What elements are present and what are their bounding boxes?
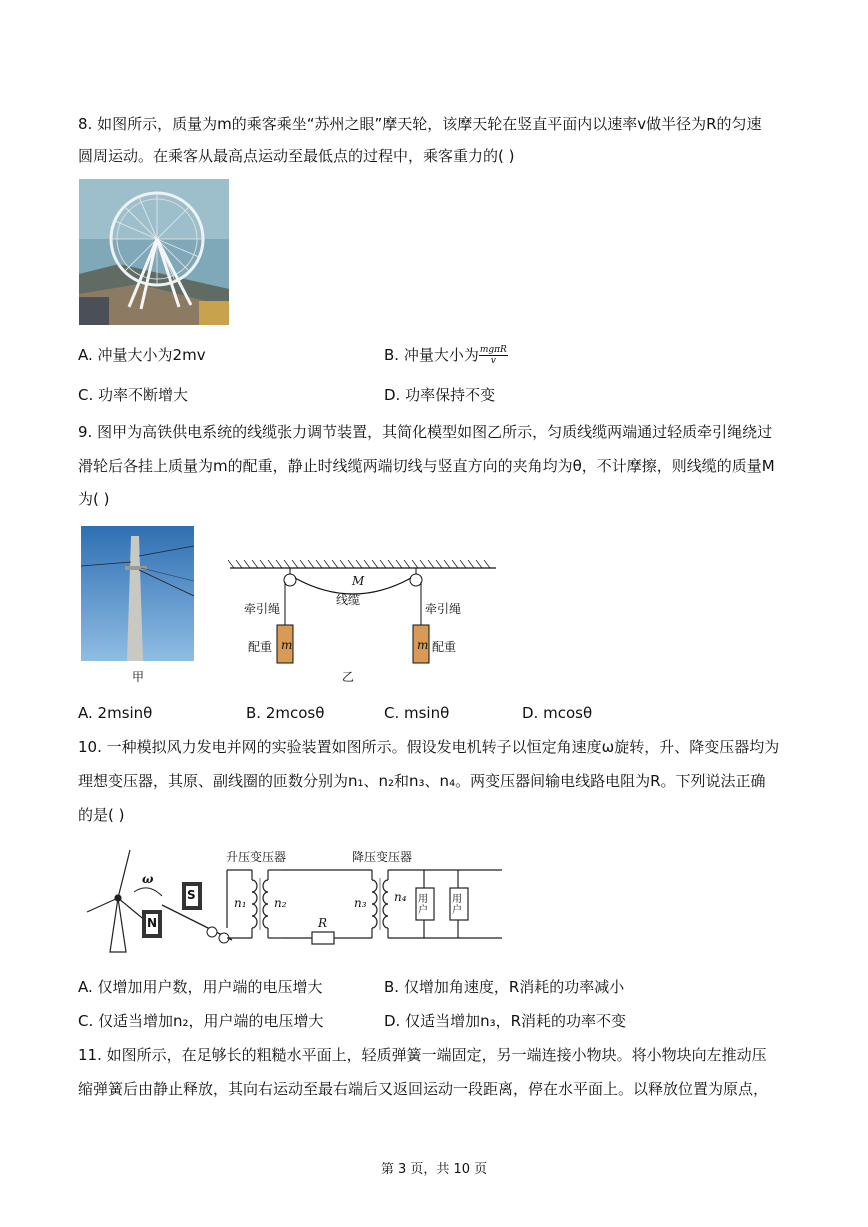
q9-option-c[interactable]: C. msinθ bbox=[384, 704, 450, 722]
wind-power-circuit-diagram bbox=[82, 840, 512, 960]
q11-stem-line1: 11. 如图所示，在足够长的粗糙水平面上，轻质弹簧一端固定，另一端连接小物块。将小物块向左推动压 bbox=[78, 1046, 767, 1064]
q8-option-b-prefix: B. 冲量大小为 bbox=[384, 346, 479, 364]
power-pole-photo bbox=[81, 526, 194, 661]
cable-diagram bbox=[228, 560, 498, 670]
q9-stem-line3: 为( ) bbox=[78, 490, 110, 508]
fraction-denominator: v bbox=[490, 356, 496, 366]
label-user-2: 用户 bbox=[452, 894, 462, 916]
q8-option-b[interactable] bbox=[384, 344, 508, 366]
q9-option-d[interactable]: D. mcosθ bbox=[522, 704, 593, 722]
label-n3: n₃ bbox=[354, 896, 367, 910]
q10-option-b[interactable]: B. 仅增加角速度，R消耗的功率减小 bbox=[384, 978, 625, 996]
label-weight-left: 配重 bbox=[248, 640, 273, 654]
ferris-wheel-photo bbox=[79, 179, 229, 325]
q10-stem-line1: 10. 一种模拟风力发电并网的实验装置如图所示。假设发电机转子以恒定角速度ω旋转，升、降变压器均为 bbox=[78, 738, 780, 756]
q9-option-a[interactable]: A. 2msinθ bbox=[78, 704, 153, 722]
label-rope-left: 牵引绳 bbox=[244, 602, 281, 616]
q11-stem-line2: 缩弹簧后由静止释放，其向右运动至最右端后又返回运动一段距离，停在水平面上。以释放位置为原点， bbox=[78, 1080, 769, 1098]
label-n4: n₄ bbox=[394, 890, 407, 904]
q9-stem-line1: 9. 图甲为高铁供电系统的线缆张力调节装置，其简化模型如图乙所示，匀质线缆两端通过轻质牵引绳绕过 bbox=[78, 423, 773, 441]
label-omega: ω bbox=[142, 872, 154, 886]
q10-option-a[interactable]: A. 仅增加用户数，用户端的电压增大 bbox=[78, 978, 323, 996]
figure-label-yi: 乙 bbox=[342, 670, 355, 684]
q8-option-a[interactable]: A. 冲量大小为2mv bbox=[78, 346, 206, 364]
label-cable: 线缆 bbox=[336, 593, 361, 607]
label-step-down-transformer: 降压变压器 bbox=[352, 850, 413, 864]
q10-option-d[interactable]: D. 仅适当增加n₃，R消耗的功率不变 bbox=[384, 1012, 627, 1030]
q8-option-c[interactable]: C. 功率不断增大 bbox=[78, 386, 189, 404]
q10-stem-line2: 理想变压器，其原、副线圈的匝数分别为n₁、n₂和n₃、n₄。两变压器间输电线路电阻为R。下列说法正确 bbox=[78, 772, 766, 790]
q8-stem-line2: 圆周运动。在乘客从最高点运动至最低点的过程中，乘客重力的( ) bbox=[78, 147, 515, 165]
figure-label-jia: 甲 bbox=[132, 670, 145, 684]
label-rope-right: 牵引绳 bbox=[425, 602, 462, 616]
fraction-numerator: mgπR bbox=[479, 345, 507, 355]
label-magnet-s: S bbox=[187, 888, 196, 902]
q8-option-b-fraction bbox=[479, 345, 508, 366]
q9-option-b[interactable]: B. 2mcosθ bbox=[246, 704, 325, 722]
q10-option-c[interactable]: C. 仅适当增加n₂，用户端的电压增大 bbox=[78, 1012, 324, 1030]
q8-option-d[interactable]: D. 功率保持不变 bbox=[384, 386, 496, 404]
label-magnet-n: N bbox=[147, 916, 158, 930]
label-mass-right: m bbox=[417, 638, 429, 652]
page-footer: 第 3 页，共 10 页 bbox=[380, 1162, 488, 1177]
label-user-1: 用户 bbox=[418, 894, 428, 916]
q10-stem-line3: 的是( ) bbox=[78, 806, 125, 824]
q9-stem-line2: 滑轮后各挂上质量为m的配重，静止时线缆两端切线与竖直方向的夹角均为θ，不计摩擦，则线缆的质量M bbox=[78, 457, 775, 475]
label-resistor-r: R bbox=[318, 916, 328, 930]
label-n1: n₁ bbox=[234, 896, 247, 910]
label-mass-left: m bbox=[281, 638, 293, 652]
label-weight-right: 配重 bbox=[432, 640, 457, 654]
q8-stem-line1: 8. 如图所示，质量为m的乘客乘坐“苏州之眼”摩天轮，该摩天轮在竖直平面内以速率v做半径为R的匀速 bbox=[78, 115, 762, 133]
label-step-up-transformer: 升压变压器 bbox=[226, 850, 287, 864]
label-cable-mass: M bbox=[352, 574, 365, 588]
label-n2: n₂ bbox=[274, 896, 287, 910]
